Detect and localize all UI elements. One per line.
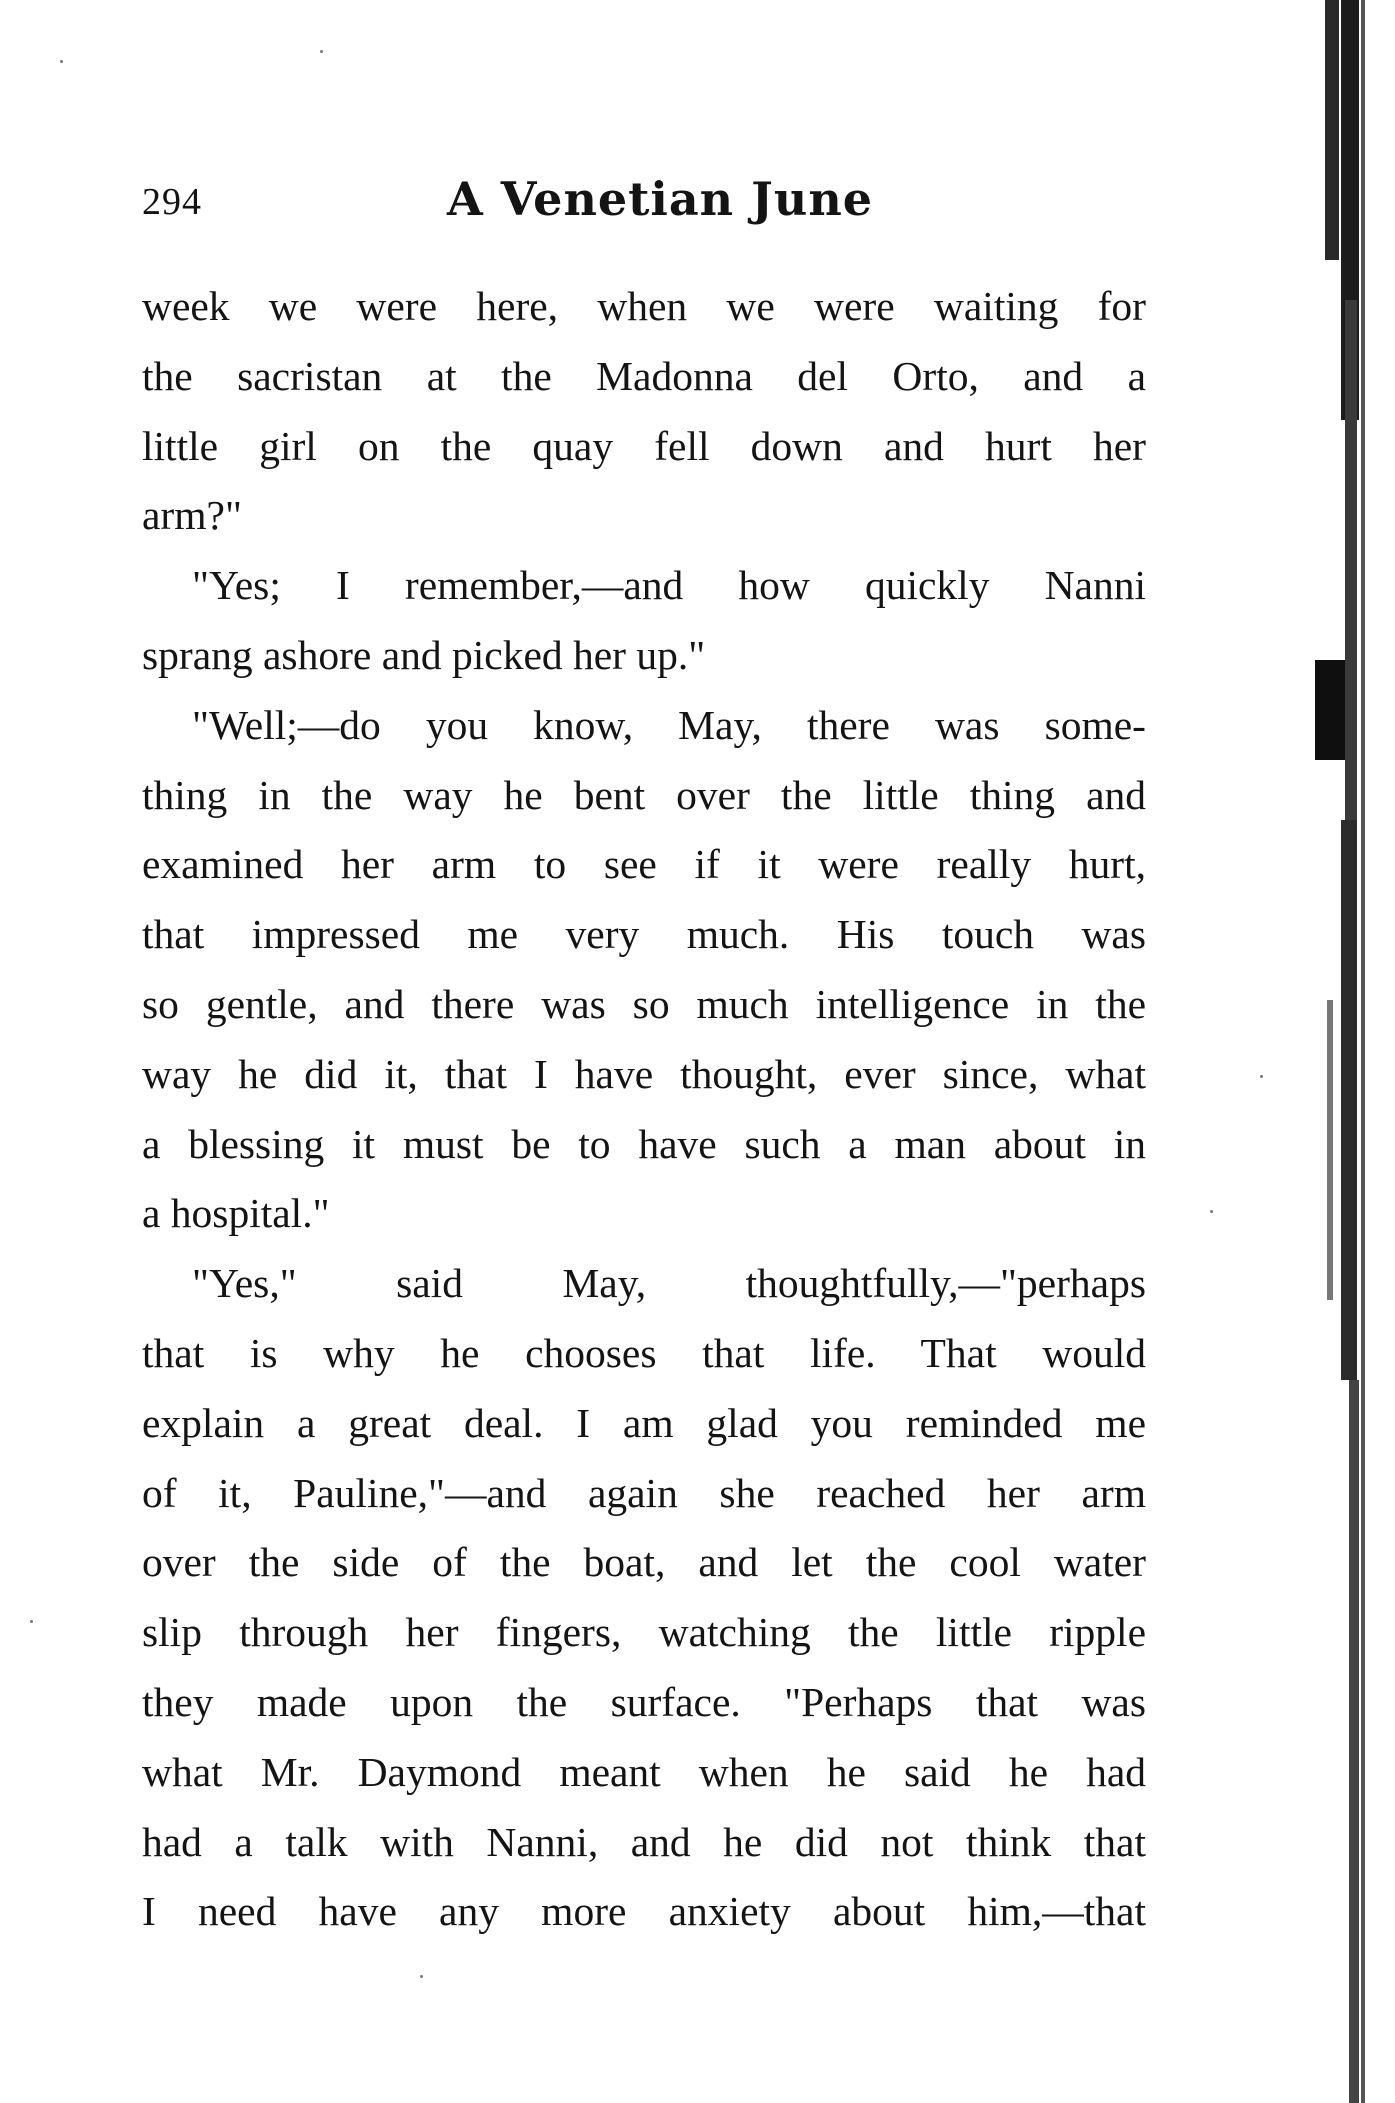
text-line: slip through her fingers, watching the little ripple	[142, 1609, 1146, 1656]
text-line: I need have any more anxiety about him,—that	[142, 1888, 1146, 1935]
scan-speck	[420, 1975, 423, 1978]
text-line: sprang ashore and picked her up."	[142, 631, 706, 678]
running-head	[142, 172, 1142, 232]
text-line: the sacristan at the Madonna del Orto, and a	[142, 352, 1146, 399]
text-line: "Yes," said May, thoughtfully,—"perhaps	[192, 1260, 1146, 1307]
page-number: 294	[142, 181, 202, 223]
text-line: examined her arm to see if it were really hurt,	[142, 841, 1146, 888]
scan-speck	[320, 50, 323, 53]
text-line: that impressed me very much. His touch was	[142, 911, 1146, 958]
text-line: a hospital."	[142, 1190, 330, 1237]
text-line: arm?"	[142, 492, 242, 539]
scan-speck	[1210, 1210, 1213, 1213]
text-line: they made upon the surface. "Perhaps that was	[142, 1678, 1146, 1725]
body-text	[142, 272, 1146, 1947]
text-line: had a talk with Nanni, and he did not think that	[142, 1818, 1146, 1865]
text-line: week we were here, when we were waiting for	[142, 283, 1146, 329]
scan-speck	[30, 1620, 33, 1623]
text-line: explain a great deal. I am glad you reminded me	[142, 1399, 1146, 1446]
scan-speck	[1260, 1075, 1263, 1078]
text-line: so gentle, and there was so much intelligence in the	[142, 980, 1146, 1027]
text-line: what Mr. Daymond meant when he said he had	[142, 1748, 1146, 1795]
text-line: of it, Pauline,"—and again she reached her arm	[142, 1469, 1146, 1516]
running-title: A Venetian June	[447, 172, 874, 226]
text-line: way he did it, that I have thought, ever since, what	[142, 1050, 1146, 1097]
text-line: "Well;—do you know, May, there was some-	[192, 701, 1146, 748]
scan-speck	[60, 60, 63, 63]
text-line: that is why he chooses that life. That would	[142, 1329, 1146, 1376]
text-line: "Yes; I remember,—and how quickly Nanni	[192, 562, 1146, 609]
text-line: thing in the way he bent over the little thing and	[142, 771, 1146, 818]
binding-shadow	[1315, 0, 1395, 2103]
text-line: little girl on the quay fell down and hurt her	[142, 422, 1146, 469]
text-line: over the side of the boat, and let the cool water	[142, 1539, 1146, 1586]
text-line: a blessing it must be to have such a man about in	[142, 1120, 1146, 1167]
